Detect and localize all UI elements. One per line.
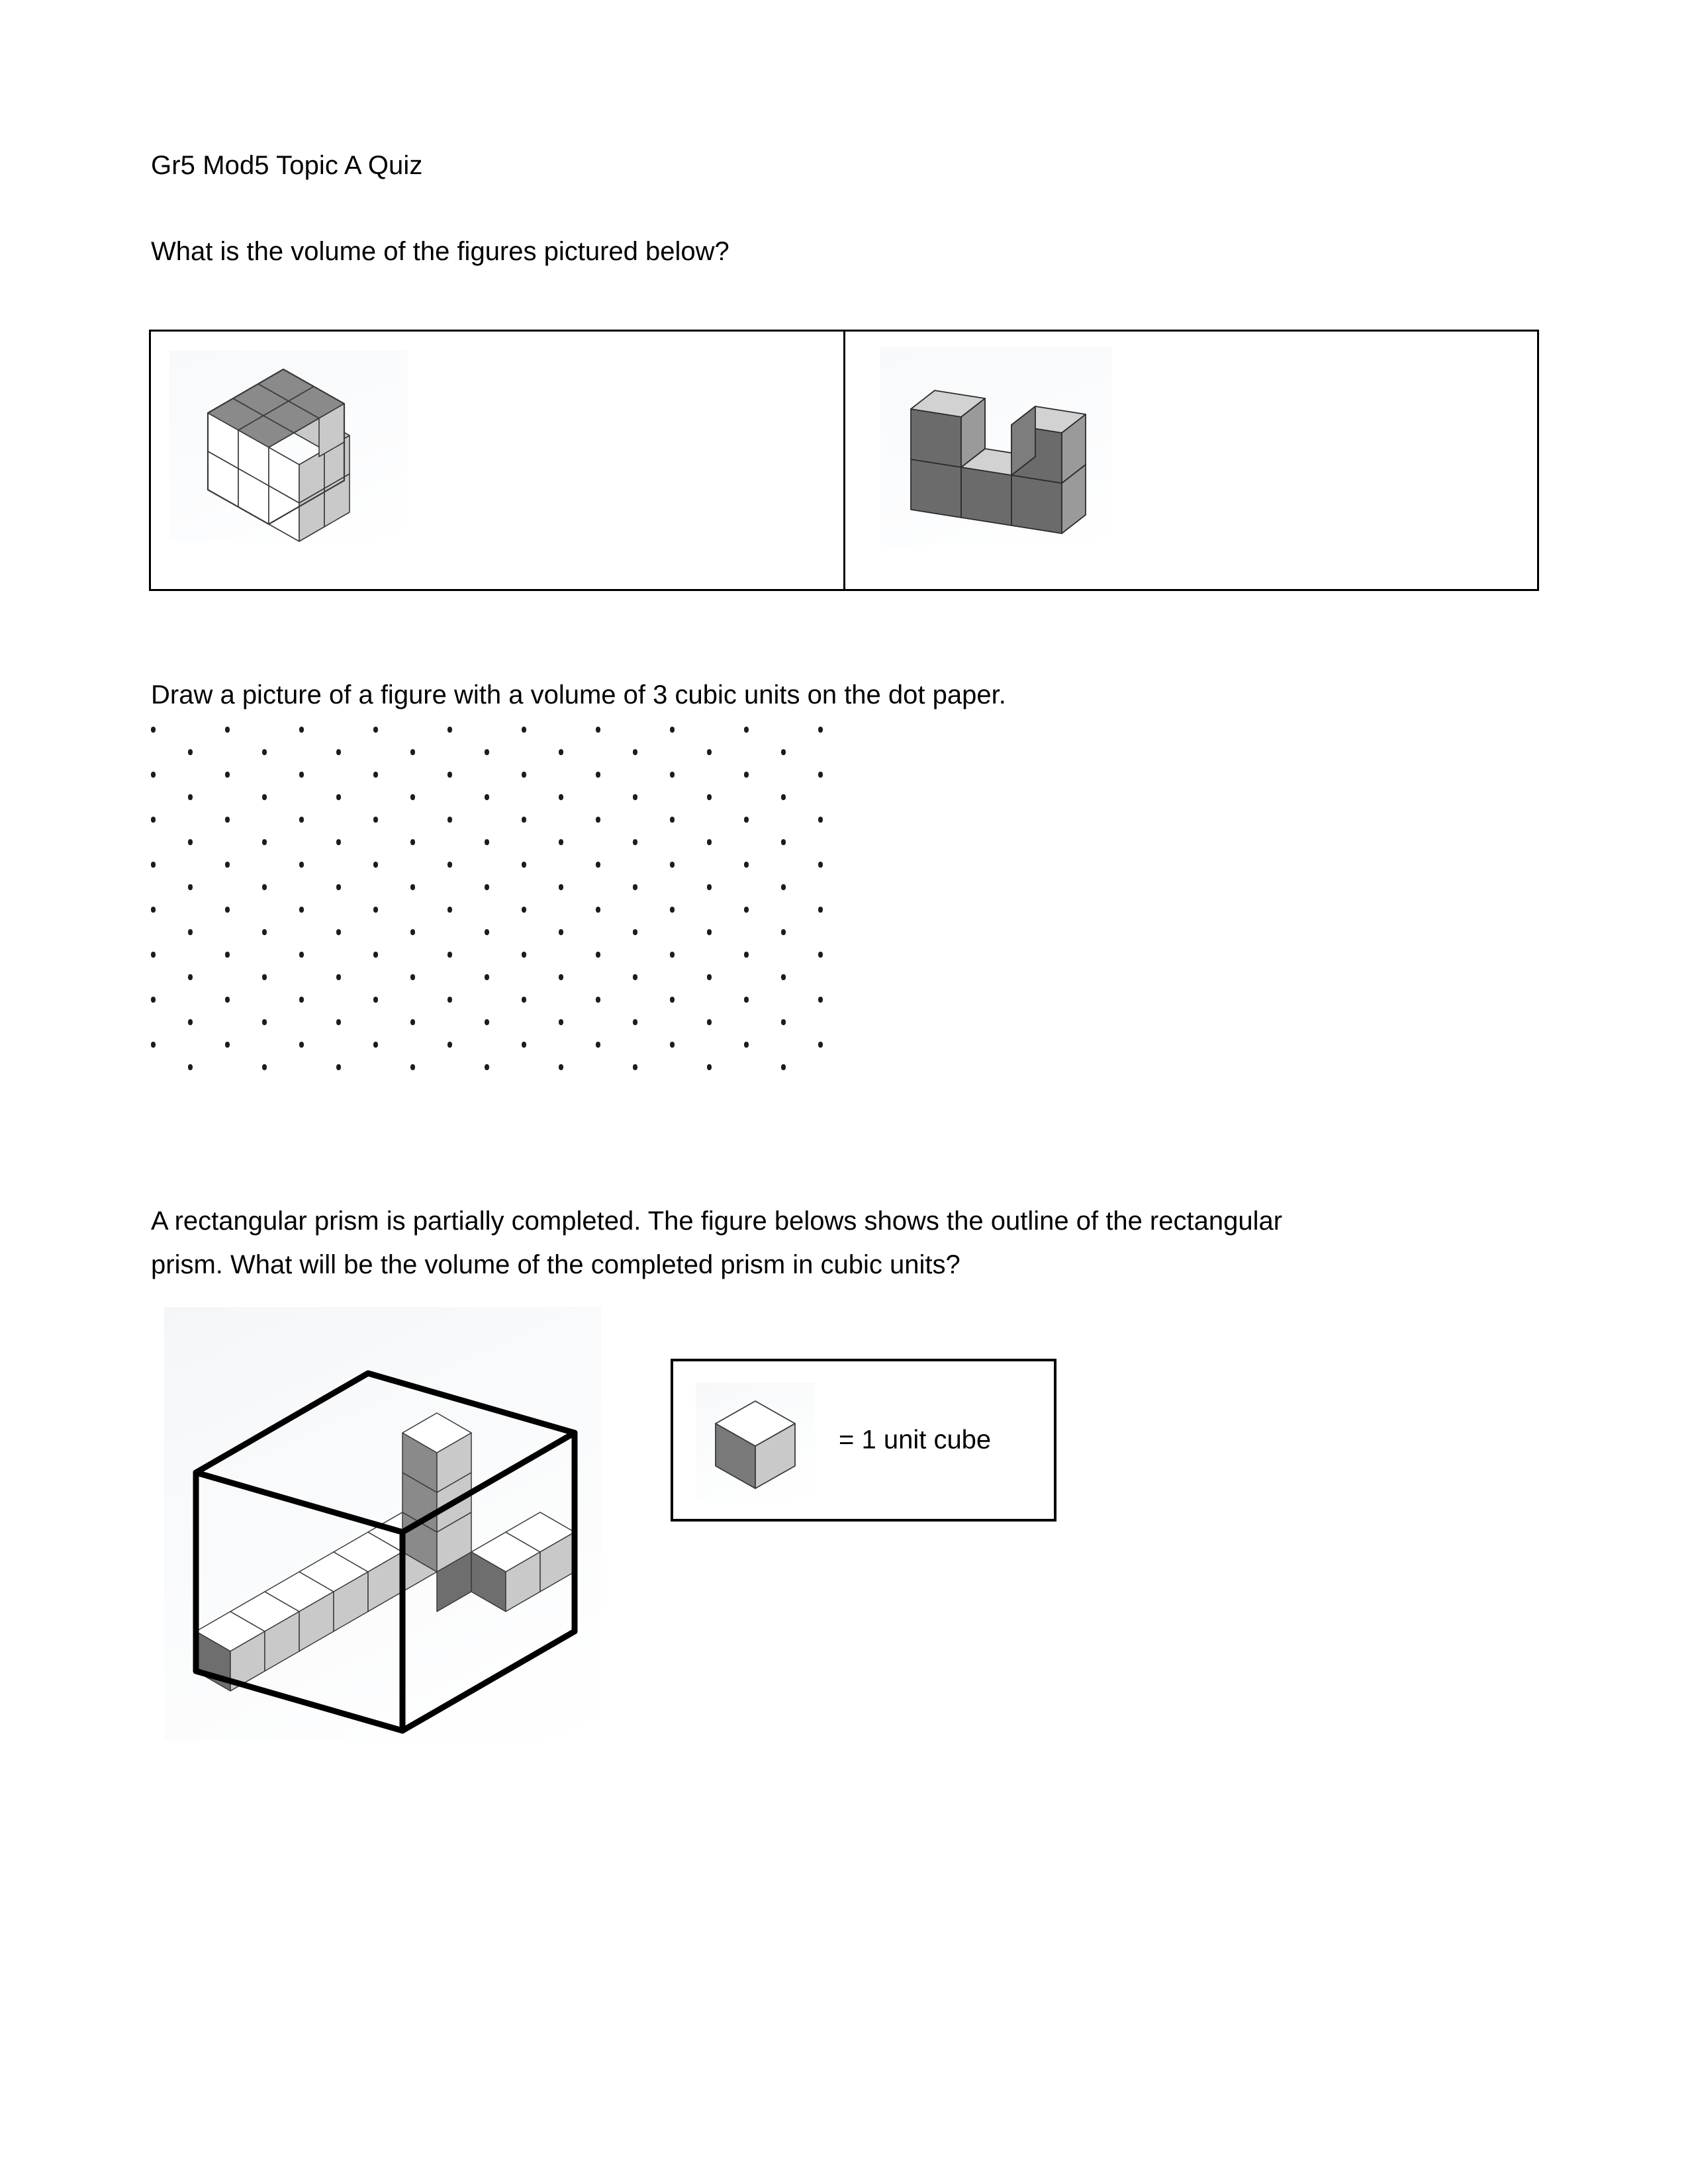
dot-paper-dot — [373, 952, 378, 958]
figure-rectangular-prism-3x2x2 — [169, 350, 408, 542]
dot-paper-dot — [336, 974, 341, 980]
figure-table — [149, 330, 1539, 591]
dot-paper-dot — [188, 749, 193, 755]
dot-paper-dot — [670, 1042, 675, 1048]
dot-paper-dot — [596, 817, 600, 823]
dot-paper-dot — [670, 772, 675, 778]
dot-paper-dot — [188, 794, 193, 800]
dot-paper-dot — [781, 749, 786, 755]
dot-paper-dot — [485, 929, 489, 935]
dot-paper-dot — [818, 1042, 823, 1048]
dot-paper-dot — [336, 794, 341, 800]
dot-paper-dot — [818, 907, 823, 913]
dot-paper-dot — [299, 952, 304, 958]
dot-paper-dot — [225, 817, 230, 823]
dot-paper-dot — [633, 974, 637, 980]
dot-paper-dot — [373, 907, 378, 913]
dot-paper-dot — [707, 1064, 712, 1070]
dot-paper-dot — [670, 997, 675, 1003]
dot-paper-dot — [373, 772, 378, 778]
dot-paper-dot — [188, 974, 193, 980]
figure-u-shaped-solid — [880, 347, 1112, 545]
dot-paper-dot — [299, 817, 304, 823]
figure-cell-left — [151, 332, 845, 589]
dot-paper-dot — [299, 862, 304, 868]
dot-paper-dot — [485, 884, 489, 890]
dot-paper-dot — [373, 862, 378, 868]
dot-paper-dot — [744, 907, 749, 913]
dot-paper-dot — [336, 929, 341, 935]
dot-paper-dot — [670, 862, 675, 868]
dot-paper-dot — [596, 997, 600, 1003]
dot-paper-dot — [522, 817, 526, 823]
dot-paper-dot — [596, 952, 600, 958]
dot-paper-dot — [299, 727, 304, 733]
dot-paper-dot — [559, 974, 563, 980]
legend-unit-cube — [696, 1383, 815, 1502]
dot-paper-dot — [522, 862, 526, 868]
dot-paper-dot — [633, 884, 637, 890]
dot-paper-dot — [447, 727, 452, 733]
dot-paper-dot — [262, 884, 267, 890]
dot-paper-dot — [373, 817, 378, 823]
partially-filled-prism-svg — [164, 1307, 601, 1741]
dot-paper-dot — [633, 929, 637, 935]
dot-paper-dot — [596, 907, 600, 913]
dot-paper-dot — [670, 817, 675, 823]
dot-paper-dot — [559, 839, 563, 845]
dot-paper-dot — [151, 997, 156, 1003]
dot-paper-dot — [151, 727, 156, 733]
dot-paper-dot — [336, 1064, 341, 1070]
dot-paper-dot — [262, 839, 267, 845]
dot-paper-dot — [485, 749, 489, 755]
dot-paper-dot — [188, 1019, 193, 1025]
dot-paper-dot — [410, 974, 415, 980]
dot-paper-dot — [410, 1019, 415, 1025]
dot-paper-dot — [151, 817, 156, 823]
dot-paper-dot — [559, 1019, 563, 1025]
dot-paper-dot — [262, 794, 267, 800]
dot-paper-dot — [670, 907, 675, 913]
dot-paper-dot — [188, 884, 193, 890]
dot-paper-dot — [225, 907, 230, 913]
dot-paper-dot — [336, 1019, 341, 1025]
legend-label: = 1 unit cube — [839, 1425, 992, 1455]
dot-paper-dot — [262, 929, 267, 935]
rectangular-prism-3x2x2-svg — [169, 350, 408, 542]
dot-paper-dot — [262, 974, 267, 980]
dot-paper-dot — [299, 997, 304, 1003]
dot-paper-dot — [522, 772, 526, 778]
dot-paper-dot — [559, 794, 563, 800]
dot-paper-dot — [707, 974, 712, 980]
dot-paper-dot — [151, 772, 156, 778]
dot-paper-dot — [781, 1019, 786, 1025]
dot-paper-dot — [559, 929, 563, 935]
dot-paper-dot — [744, 817, 749, 823]
dot-paper-dot — [781, 929, 786, 935]
dot-paper-dot — [596, 1042, 600, 1048]
question-1-prompt: What is the volume of the figures pictured below? — [151, 237, 729, 266]
dot-paper-dot — [670, 952, 675, 958]
dot-paper-dot — [781, 884, 786, 890]
dot-paper-dot — [818, 997, 823, 1003]
dot-paper-dot — [559, 749, 563, 755]
dot-paper-dot — [633, 749, 637, 755]
figure-partially-filled-prism — [164, 1307, 601, 1741]
dot-paper-dot — [485, 839, 489, 845]
dot-paper-dot — [522, 997, 526, 1003]
dot-paper-dot — [447, 952, 452, 958]
question-3-prompt: A rectangular prism is partially completed. The figure belows shows the outline of the rectangular prism. What will be the volume of the completed prism in cubic units? — [151, 1206, 1283, 1279]
dot-paper-dot — [781, 839, 786, 845]
dot-paper-dot — [188, 929, 193, 935]
dot-paper-dot — [151, 907, 156, 913]
dot-paper-dot — [447, 907, 452, 913]
dot-paper-dot — [485, 1019, 489, 1025]
dot-paper-dot — [744, 1042, 749, 1048]
u-shaped-solid-svg — [880, 347, 1112, 545]
dot-paper-grid[interactable] — [151, 727, 820, 1097]
dot-paper-dot — [188, 1064, 193, 1070]
dot-paper-dot — [633, 1064, 637, 1070]
dot-paper-dot — [336, 749, 341, 755]
dot-paper-dot — [225, 1042, 230, 1048]
question-2-prompt: Draw a picture of a figure with a volume of 3 cubic units on the dot paper. — [151, 680, 1006, 709]
dot-paper-dot — [410, 749, 415, 755]
dot-paper-dot — [299, 1042, 304, 1048]
page-title: Gr5 Mod5 Topic A Quiz — [151, 151, 423, 180]
figure-cell-right — [845, 332, 1538, 589]
dot-paper-dot — [707, 749, 712, 755]
dot-paper-dot — [744, 997, 749, 1003]
dot-paper-dot — [596, 862, 600, 868]
dot-paper-dot — [410, 794, 415, 800]
dot-paper-dot — [447, 772, 452, 778]
dot-paper-dot — [596, 772, 600, 778]
dot-paper-dot — [633, 1019, 637, 1025]
dot-paper-dot — [410, 839, 415, 845]
dot-paper-dot — [818, 727, 823, 733]
dot-paper-dot — [299, 907, 304, 913]
dot-paper-dot — [744, 862, 749, 868]
dot-paper-dot — [818, 952, 823, 958]
dot-paper-dot — [744, 772, 749, 778]
dot-paper-dot — [818, 772, 823, 778]
dot-paper-dot — [373, 997, 378, 1003]
dot-paper-dot — [633, 839, 637, 845]
dot-paper-dot — [559, 1064, 563, 1070]
dot-paper-dot — [633, 794, 637, 800]
dot-paper-dot — [447, 817, 452, 823]
dot-paper-dot — [485, 974, 489, 980]
dot-paper-dot — [522, 952, 526, 958]
dot-paper-dot — [410, 1064, 415, 1070]
dot-paper-dot — [262, 1019, 267, 1025]
dot-paper-dot — [151, 1042, 156, 1048]
dot-paper-dot — [336, 884, 341, 890]
dot-paper-dot — [225, 772, 230, 778]
dot-paper-dot — [225, 952, 230, 958]
dot-paper-dot — [818, 862, 823, 868]
dot-paper-dot — [151, 952, 156, 958]
dot-paper-dot — [781, 794, 786, 800]
dot-paper-dot — [485, 1064, 489, 1070]
dot-paper-dot — [522, 1042, 526, 1048]
dot-paper-dot — [262, 1064, 267, 1070]
dot-paper-dot — [447, 1042, 452, 1048]
dot-paper-dot — [447, 862, 452, 868]
dot-paper-dot — [707, 929, 712, 935]
dot-paper-dot — [707, 839, 712, 845]
dot-paper-dot — [522, 727, 526, 733]
dot-paper-dot — [522, 907, 526, 913]
dot-paper-dot — [410, 884, 415, 890]
dot-paper-dot — [373, 727, 378, 733]
dot-paper-dot — [225, 862, 230, 868]
dot-paper-dot — [670, 727, 675, 733]
dot-paper-dot — [744, 727, 749, 733]
dot-paper-dot — [447, 997, 452, 1003]
dot-paper-dot — [707, 1019, 712, 1025]
dot-paper-dot — [596, 727, 600, 733]
dot-paper-dot — [410, 929, 415, 935]
dot-paper-dot — [781, 1064, 786, 1070]
dot-paper-dot — [225, 997, 230, 1003]
dot-paper-dot — [559, 884, 563, 890]
dot-paper-dot — [781, 974, 786, 980]
dot-paper-dot — [262, 749, 267, 755]
dot-paper-dot — [707, 794, 712, 800]
legend-box — [671, 1359, 1056, 1522]
dot-paper-dot — [299, 772, 304, 778]
dot-paper-dot — [151, 862, 156, 868]
dot-paper-dot — [744, 952, 749, 958]
dot-paper-dot — [336, 839, 341, 845]
dot-paper-dot — [707, 884, 712, 890]
dot-paper-dot — [818, 817, 823, 823]
dot-paper-dot — [373, 1042, 378, 1048]
dot-paper-dot — [225, 727, 230, 733]
dot-paper-dot — [188, 839, 193, 845]
dot-paper-dot — [485, 794, 489, 800]
unit-cube-svg — [696, 1383, 815, 1502]
